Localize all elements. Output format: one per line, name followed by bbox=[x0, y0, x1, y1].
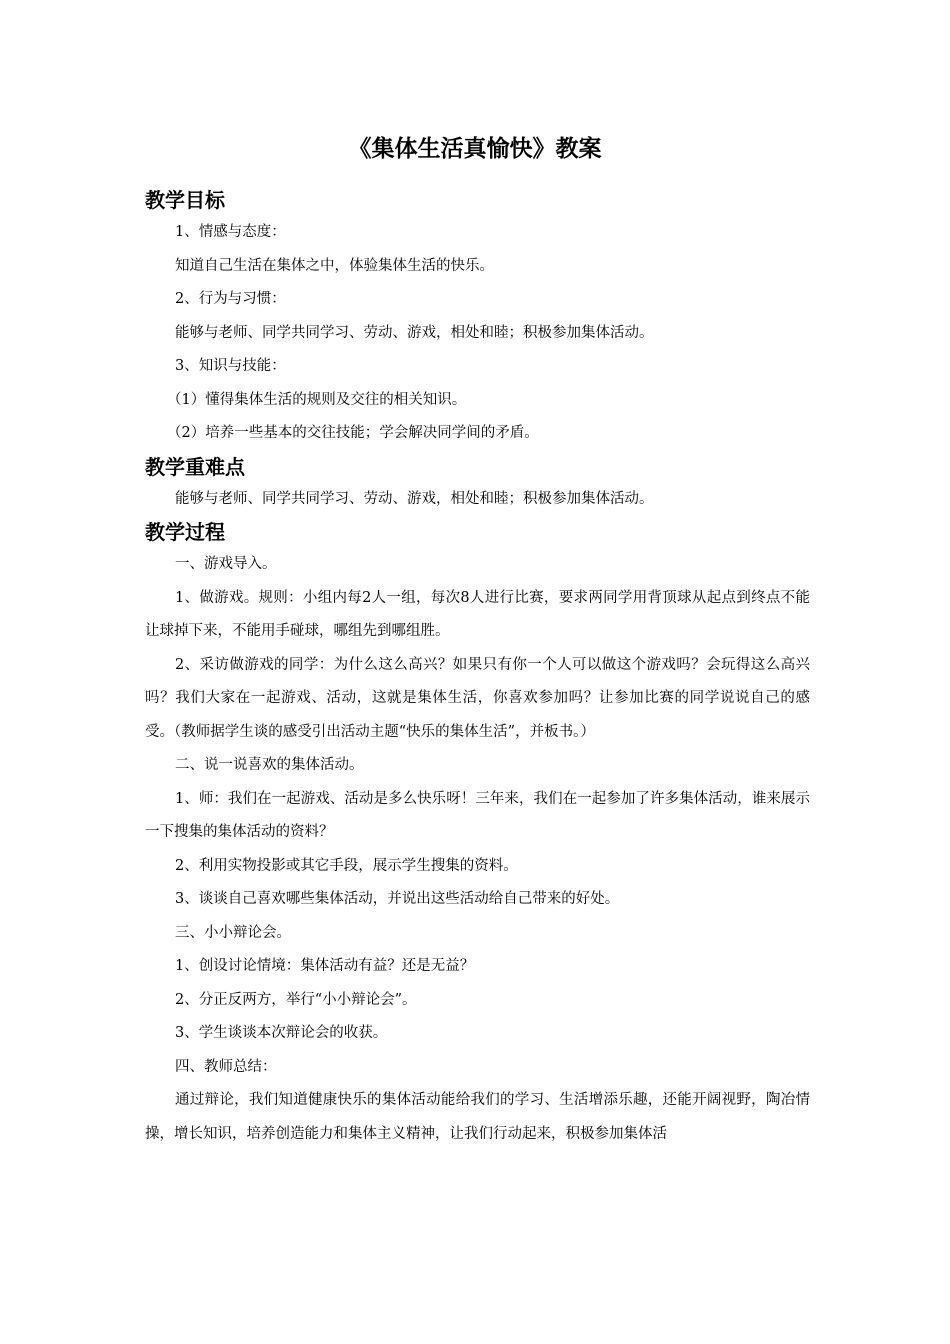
paragraph: 1、创设讨论情境：集体活动有益？还是无益？ bbox=[175, 958, 475, 974]
paragraph: 2、行为与习惯： bbox=[175, 291, 286, 307]
section-heading-goals: 教学目标 bbox=[145, 188, 225, 212]
section-heading-key-points: 教学重难点 bbox=[145, 454, 245, 479]
paragraph: （1）懂得集体生活的规则及交往的相关知识。 bbox=[167, 391, 467, 408]
paragraph: 三、小小辩论会。 bbox=[175, 924, 291, 941]
paragraph: 能够与老师、同学共同学习、劳动、游戏，相处和睦；积极参加集体活动。 bbox=[175, 490, 654, 507]
paragraph: 能够与老师、同学共同学习、劳动、游戏，相处和睦；积极参加集体活动。 bbox=[175, 324, 654, 341]
paragraph: 知道自己生活在集体之中，体验集体生活的快乐。 bbox=[175, 257, 494, 274]
paragraph: 3、学生谈谈本次辩论会的收获。 bbox=[175, 1025, 388, 1041]
paragraph: 2、利用实物投影或其它手段，展示学生搜集的资料。 bbox=[175, 857, 518, 874]
paragraph: 3、谈谈自己喜欢哪些集体活动，并说出这些活动给自己带来的好处。 bbox=[175, 891, 620, 907]
document-title: 《集体生活真愉快》教案 bbox=[348, 136, 602, 162]
paragraph: 1、情感与态度： bbox=[175, 224, 286, 240]
section-heading-process: 教学过程 bbox=[145, 520, 225, 544]
paragraph: 2、采访做游戏的同学：为什么这么高兴？如果只有你一个人可以做这个游戏吗？会玩得这么高兴吗？我们大家在一起游戏、活动，这就是集体生活，你喜欢参加吗？让参加比赛的同学说说自己的感受。（教师据学生谈的感受引出活动主题“快乐的集体生活”，并板书。） bbox=[145, 656, 810, 740]
paragraph: 一、游戏导入。 bbox=[175, 556, 277, 572]
paragraph: 四、教师总结： bbox=[175, 1058, 277, 1075]
paragraph: （2）培养一些基本的交往技能；学会解决同学间的矛盾。 bbox=[167, 425, 539, 441]
paragraph: 1、做游戏。规则：小组内每2人一组，每次8人进行比赛，要求两同学用背顶球从起点到终点不能让球掉下来，不能用手碰球，哪组先到哪组胜。 bbox=[145, 589, 810, 639]
paragraph: 2、分正反两方，举行“小小辩论会”。 bbox=[175, 991, 417, 1008]
paragraph: 通过辩论，我们知道健康快乐的集体活动能给我们的学习、生活增添乐趣，还能开阔视野，陶冶情操，增长知识，培养创造能力和集体主义精神，让我们行动起来，积极参加集体活 bbox=[145, 1092, 810, 1142]
paragraph: 3、知识与技能： bbox=[175, 358, 286, 374]
document-body bbox=[145, 184, 810, 1151]
paragraph: 二、说一说喜欢的集体活动。 bbox=[175, 757, 364, 773]
paragraph: 1、师：我们在一起游戏、活动是多么快乐呀！三年来，我们在一起参加了许多集体活动，谁来展示一下搜集的集体活动的资料？ bbox=[145, 790, 810, 840]
